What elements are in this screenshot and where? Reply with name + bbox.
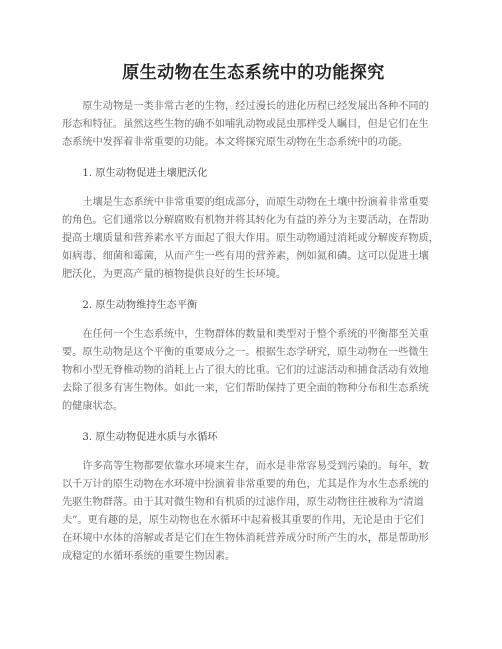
paragraph-line: 在任何一个生态系统中，生物群体的数量和类型对于整个系统的平衡都至关重 bbox=[82, 329, 429, 340]
section-heading-1: 1. 原生动物促进土壤肥沃化 bbox=[82, 168, 208, 179]
document-title: 原生动物在生态系统中的功能探究 bbox=[122, 63, 385, 83]
paragraph-line: 如病毒、细菌和霉菌，从而产生一些有用的营养素，例如氮和磷。这可以促进土壤 bbox=[62, 251, 429, 262]
paragraph-line: 提高土壤质量和营养素水平方面起了很大作用。原生动物通过消耗或分解废弃物质， bbox=[62, 233, 439, 244]
paragraph-line: 以千万计的原生动物在水环境中扮演着非常重要的角色，尤其是作为水生态系统的 bbox=[62, 479, 429, 490]
paragraph-line: 土壤是生态系统中非常重要的组成部分，而原生动物在土壤中扮演着非常重要 bbox=[82, 197, 429, 208]
paragraph-line: 的角色。它们通常以分解腐败有机物并将其转化为有益的养分为主要活动，在帮助 bbox=[62, 215, 429, 226]
paragraph-line: 肥沃化，为更高产量的植物提供良好的生长环境。 bbox=[62, 269, 287, 280]
paragraph-line: 物和小型无脊椎动物的消耗上占了很大的比重。它们的过滤活动和捕食活动有效地 bbox=[62, 365, 429, 376]
section-heading-3: 3. 原生动物促进水质与水循环 bbox=[82, 432, 218, 443]
section-paragraph-1 bbox=[62, 194, 445, 284]
paragraph-line: 要。原生动物是这个平衡的重要成分之一。根据生态学研究，原生动物在一些微生 bbox=[62, 347, 429, 358]
paragraph-line: 成稳定的水循环系统的重要生物因素。 bbox=[62, 551, 236, 562]
section-paragraph-2 bbox=[62, 326, 445, 416]
paragraph-line: 去除了很多有害生物体。如此一来，它们帮助保持了更全面的物种分布和生态系统 bbox=[62, 383, 429, 394]
section-paragraph-3 bbox=[62, 458, 445, 566]
paragraph-line: 夫”。更有趣的是，原生动物也在水循环中起着极其重要的作用，无论是由于它们 bbox=[62, 515, 424, 526]
paragraph-line: 原生动物是一类非常古老的生物，经过漫长的进化历程已经发展出各种不同的 bbox=[82, 101, 429, 112]
document-body bbox=[62, 98, 445, 566]
paragraph-line: 在环境中水体的溶解或者是它们在生物体消耗营养成分时所产生的水，都是帮助形 bbox=[62, 533, 429, 544]
section-heading-2: 2. 原生动物维持生态平衡 bbox=[82, 300, 198, 311]
paragraph-line: 先驱生物群落。由于其对微生物和有机质的过滤作用，原生动物往往被称为“清道 bbox=[62, 497, 424, 508]
paragraph-line: 形态和特征。虽然这些生物的确不如哺乳动物或昆虫那样受人瞩目，但是它们在生 bbox=[62, 119, 429, 130]
paragraph-line: 许多高等生物都要依靠水环境来生存，而水是非常容易受到污染的。每年，数 bbox=[82, 461, 429, 472]
paragraph-line: 的健康状态。 bbox=[62, 401, 124, 412]
intro-paragraph bbox=[62, 98, 445, 152]
paragraph-line: 态系统中发挥着非常重要的功能。本文将探究原生动物在生态系统中的功能。 bbox=[62, 137, 409, 148]
